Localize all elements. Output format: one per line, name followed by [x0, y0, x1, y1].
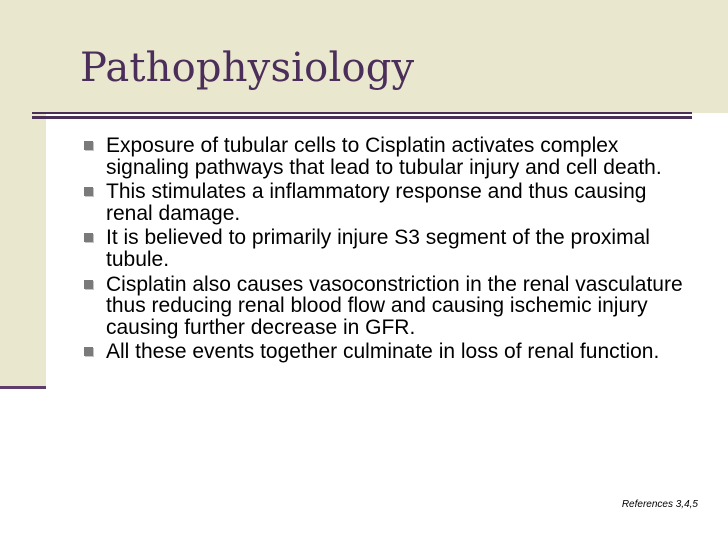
left-decorative-band	[0, 0, 46, 387]
bullet-item	[84, 274, 689, 339]
slide-title: Pathophysiology	[80, 45, 415, 91]
bullet-list	[84, 135, 689, 366]
bullet-text: Exposure of tubular cells to Cisplatin activates complex signaling pathways that lead to tubular injury and cell death.	[106, 134, 662, 179]
bullet-item	[84, 135, 689, 178]
square-bullet-icon	[84, 141, 93, 150]
title-divider-thin	[32, 112, 692, 114]
bullet-text: It is believed to primarily injure S3 segment of the proximal tubule.	[106, 226, 650, 271]
bullet-item	[84, 227, 689, 270]
bullet-item	[84, 341, 689, 363]
title-divider-thick	[32, 116, 692, 119]
bullet-item	[84, 181, 689, 224]
square-bullet-icon	[84, 280, 93, 289]
bullet-text: All these events together culminate in loss of renal function.	[106, 340, 660, 364]
square-bullet-icon	[84, 233, 93, 242]
left-accent-line	[0, 386, 46, 389]
references-footnote: References 3,4,5	[621, 499, 698, 510]
bullet-text: This stimulates a inflammatory response and thus causing renal damage.	[106, 180, 647, 225]
square-bullet-icon	[84, 187, 93, 196]
square-bullet-icon	[84, 347, 93, 356]
bullet-text: Cisplatin also causes vasoconstriction in the renal vasculature thus reducing renal blood flow and causing ischemic injury causing further decrease in GFR.	[106, 272, 683, 339]
